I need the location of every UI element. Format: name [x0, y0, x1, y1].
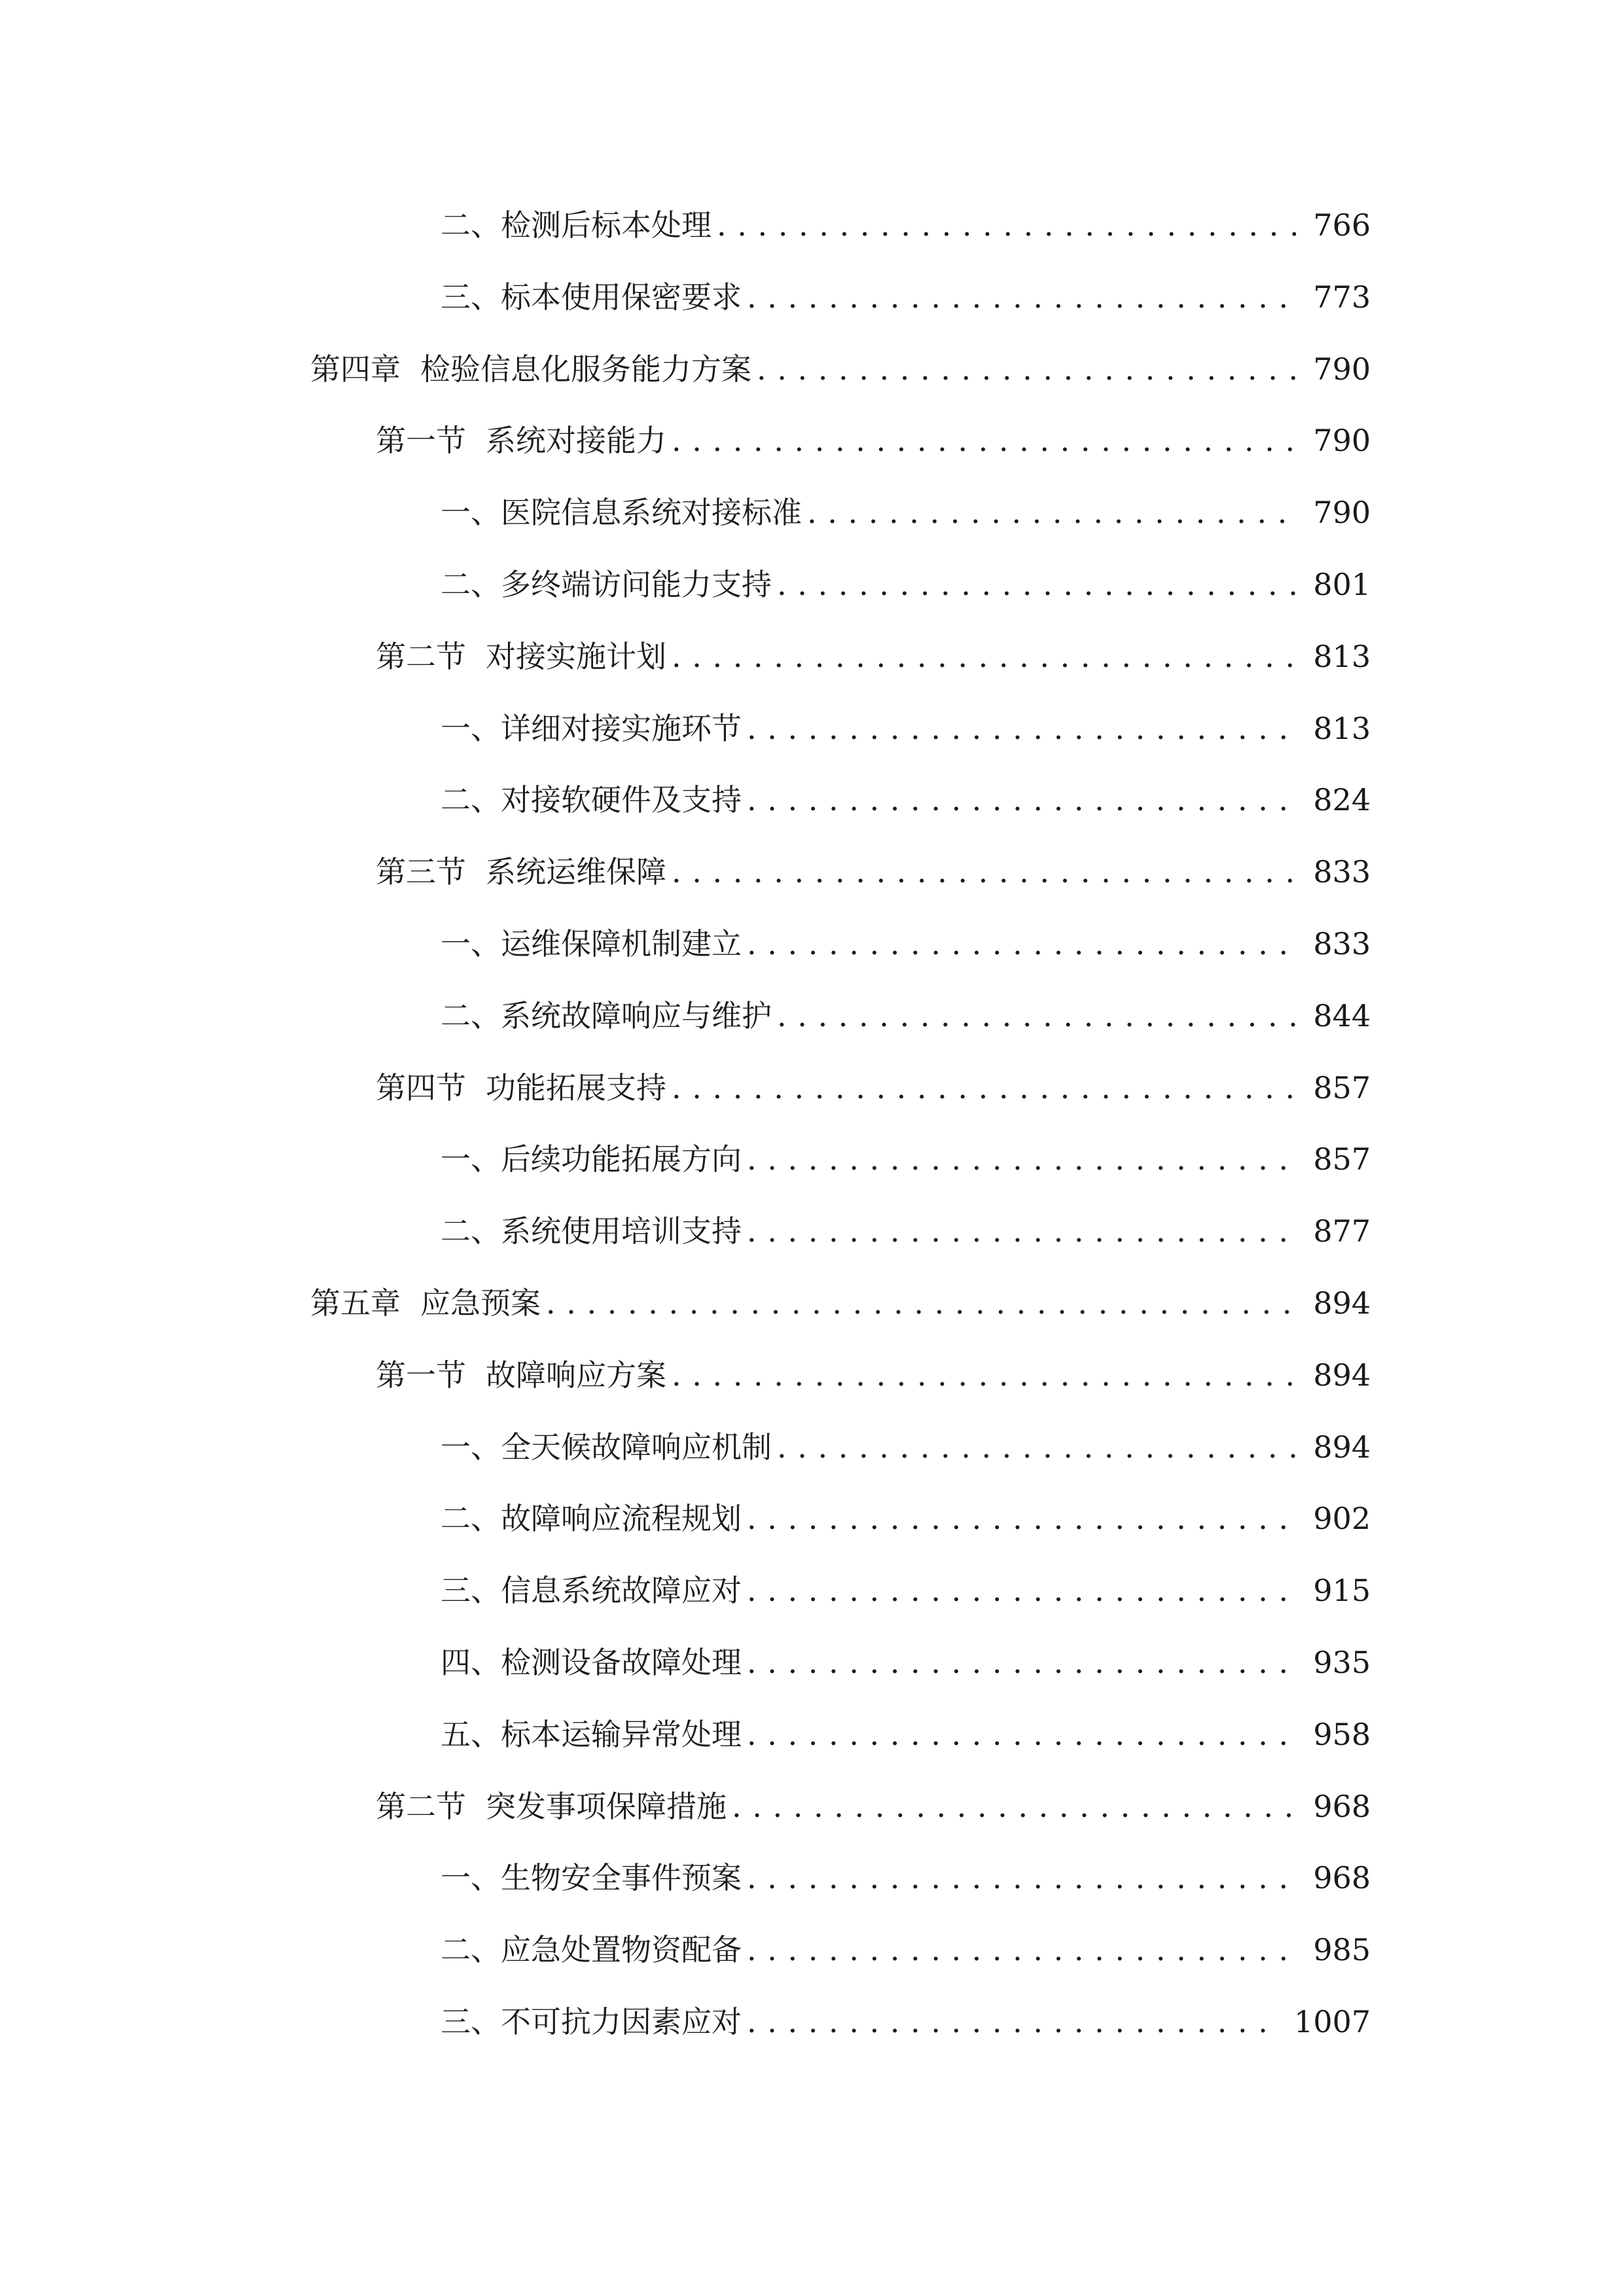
toc-entry-title: 生物安全事件预案 [501, 1860, 742, 1896]
dot-leader [747, 1555, 1296, 1627]
toc-entry-page-number: 877 [1313, 1213, 1371, 1249]
dot-leader [747, 908, 1296, 980]
toc-entry-title: 系统故障响应与维护 [501, 997, 772, 1033]
toc-entry-page-number: 773 [1313, 279, 1371, 315]
toc-entry-line [310, 334, 1371, 406]
toc-entry[interactable] [0, 1483, 1624, 1555]
toc-entry-page-number: 857 [1313, 1069, 1371, 1105]
toc-entry-number: 二、 [441, 207, 501, 243]
toc-entry[interactable] [0, 549, 1624, 621]
toc-entry-number: 第三节 [376, 854, 466, 890]
dot-leader [757, 334, 1296, 406]
toc-entry-number: 三、 [441, 279, 501, 315]
toc-entry-title: 系统运维保障 [486, 854, 666, 890]
dot-leader [747, 1627, 1296, 1699]
toc-entry-number: 一、 [441, 495, 501, 531]
toc-entry-line [441, 908, 1371, 980]
toc-entry-number: 第一节 [376, 1357, 466, 1393]
toc-entry-line [310, 1268, 1371, 1340]
toc-entry-number: 二、 [441, 566, 501, 602]
toc-entry-line [376, 836, 1371, 908]
toc-entry-title: 医院信息系统对接标准 [501, 495, 802, 531]
dot-leader [747, 1842, 1296, 1914]
toc-entry-page-number: 813 [1313, 638, 1371, 674]
toc-entry-number: 第四节 [376, 1069, 466, 1105]
toc-entry-page-number: 766 [1313, 207, 1371, 243]
toc-entry-title: 功能拓展支持 [486, 1069, 666, 1105]
toc-entry-page-number: 894 [1313, 1429, 1371, 1465]
toc-entry-page-number: 790 [1313, 495, 1371, 531]
toc-entry-page-number: 833 [1313, 854, 1371, 890]
toc-entry-page-number: 958 [1313, 1716, 1371, 1752]
toc-entry[interactable] [0, 1124, 1624, 1196]
toc-entry-number: 一、 [441, 1429, 501, 1465]
toc-entry[interactable] [0, 334, 1624, 406]
dot-leader [747, 1124, 1296, 1196]
toc-entry-page-number: 1007 [1293, 2003, 1371, 2039]
toc-entry[interactable] [0, 1268, 1624, 1340]
toc-entry-page-number: 894 [1313, 1285, 1371, 1321]
toc-entry-line [376, 621, 1371, 693]
toc-entry-title: 标本运输异常处理 [501, 1716, 742, 1752]
toc-entry-number: 一、 [441, 1860, 501, 1896]
toc-entry-number: 第二节 [376, 1788, 466, 1824]
toc-entry-page-number: 844 [1313, 997, 1371, 1033]
toc-entry-number: 二、 [441, 1213, 501, 1249]
toc-entry-line [441, 693, 1371, 765]
dot-leader [747, 1914, 1296, 1986]
toc-entry-title: 应急预案 [420, 1285, 541, 1321]
toc-entry-page-number: 968 [1313, 1788, 1371, 1824]
toc-entry[interactable] [0, 1914, 1624, 1986]
dot-leader [672, 621, 1296, 693]
toc-entry-number: 三、 [441, 2003, 501, 2039]
toc-entry-number: 二、 [441, 997, 501, 1033]
dot-leader [777, 549, 1296, 621]
table-of-contents [0, 190, 1624, 2058]
toc-entry[interactable] [0, 1196, 1624, 1268]
toc-entry-number: 一、 [441, 710, 501, 746]
toc-entry[interactable] [0, 836, 1624, 908]
toc-entry-title: 故障响应流程规划 [501, 1501, 742, 1537]
toc-entry[interactable] [0, 1555, 1624, 1627]
toc-entry-title: 全天候故障响应机制 [501, 1429, 772, 1465]
toc-entry-title: 标本使用保密要求 [501, 279, 742, 315]
toc-entry[interactable] [0, 405, 1624, 477]
toc-entry-line [376, 1771, 1371, 1843]
toc-entry[interactable] [0, 980, 1624, 1052]
toc-entry[interactable] [0, 1052, 1624, 1124]
toc-entry-title: 详细对接实施环节 [501, 710, 742, 746]
toc-entry-page-number: 915 [1313, 1573, 1371, 1609]
toc-entry-page-number: 935 [1313, 1644, 1371, 1680]
dot-leader [747, 1699, 1296, 1771]
toc-entry-title: 系统使用培训支持 [501, 1213, 742, 1249]
toc-entry-line [376, 1340, 1371, 1412]
toc-entry-title: 后续功能拓展方向 [501, 1141, 742, 1177]
dot-leader [717, 190, 1296, 262]
toc-entry-page-number: 824 [1313, 782, 1371, 818]
toc-entry-number: 二、 [441, 782, 501, 818]
toc-entry-number: 第五章 [310, 1285, 401, 1321]
toc-entry-title: 多终端访问能力支持 [501, 566, 772, 602]
toc-entry-line [441, 1196, 1371, 1268]
toc-entry-number: 一、 [441, 925, 501, 961]
toc-entry-line [441, 549, 1371, 621]
toc-entry-title: 检测后标本处理 [501, 207, 712, 243]
toc-entry[interactable] [0, 1699, 1624, 1771]
toc-entry-page-number: 801 [1313, 566, 1371, 602]
dot-leader [747, 262, 1296, 334]
dot-leader [807, 477, 1296, 549]
toc-entry-page-number: 833 [1313, 925, 1371, 961]
toc-entry-number: 三、 [441, 1573, 501, 1609]
toc-entry[interactable] [0, 1842, 1624, 1914]
dot-leader [672, 1052, 1296, 1124]
toc-entry-title: 不可抗力因素应对 [501, 2003, 742, 2039]
toc-entry-line [441, 1914, 1371, 1986]
toc-entry[interactable] [0, 1771, 1624, 1843]
toc-entry-line [441, 477, 1371, 549]
toc-entry[interactable] [0, 190, 1624, 262]
toc-entry-title: 对接实施计划 [486, 638, 666, 674]
dot-leader [747, 1483, 1296, 1555]
toc-entry-page-number: 894 [1313, 1357, 1371, 1393]
toc-entry-line [441, 1627, 1371, 1699]
toc-entry-number: 第一节 [376, 423, 466, 459]
toc-entry-line [441, 190, 1371, 262]
toc-entry-line [441, 262, 1371, 334]
dot-leader [747, 1986, 1277, 2058]
dot-leader [747, 693, 1296, 765]
toc-entry-line [441, 1986, 1371, 2058]
toc-entry-title: 检验信息化服务能力方案 [420, 351, 751, 387]
toc-entry-line [441, 1483, 1371, 1555]
toc-entry-title: 故障响应方案 [486, 1357, 666, 1393]
toc-entry[interactable] [0, 693, 1624, 765]
dot-leader [777, 1412, 1296, 1484]
toc-entry[interactable] [0, 262, 1624, 334]
dot-leader [732, 1771, 1296, 1843]
toc-entry-page-number: 813 [1313, 710, 1371, 746]
toc-entry[interactable] [0, 1627, 1624, 1699]
dot-leader [546, 1268, 1296, 1340]
toc-entry-line [441, 764, 1371, 836]
dot-leader [672, 405, 1296, 477]
toc-entry-line [441, 1842, 1371, 1914]
dot-leader [672, 1340, 1296, 1412]
toc-entry[interactable] [0, 908, 1624, 980]
toc-entry-line [376, 405, 1371, 477]
dot-leader [777, 980, 1296, 1052]
toc-entry[interactable] [0, 621, 1624, 693]
toc-entry-number: 二、 [441, 1932, 501, 1968]
dot-leader [672, 836, 1296, 908]
toc-entry-page-number: 790 [1313, 351, 1371, 387]
toc-entry-page-number: 902 [1313, 1501, 1371, 1537]
toc-entry-number: 二、 [441, 1501, 501, 1537]
toc-entry-line [376, 1052, 1371, 1124]
toc-entry-title: 检测设备故障处理 [501, 1644, 742, 1680]
toc-entry[interactable] [0, 477, 1624, 549]
toc-entry-title: 运维保障机制建立 [501, 925, 742, 961]
toc-entry-page-number: 985 [1313, 1932, 1371, 1968]
toc-entry-title: 系统对接能力 [486, 423, 666, 459]
toc-entry-number: 第二节 [376, 638, 466, 674]
toc-entry-page-number: 790 [1313, 423, 1371, 459]
toc-entry-title: 对接软硬件及支持 [501, 782, 742, 818]
toc-entry-number: 四、 [441, 1644, 501, 1680]
toc-entry-page-number: 968 [1313, 1860, 1371, 1896]
toc-entry[interactable] [0, 1412, 1624, 1484]
toc-entry-page-number: 857 [1313, 1141, 1371, 1177]
toc-entry-line [441, 1124, 1371, 1196]
toc-entry[interactable] [0, 1986, 1624, 2058]
dot-leader [747, 1196, 1296, 1268]
toc-entry-title: 突发事项保障措施 [486, 1788, 727, 1824]
dot-leader [747, 764, 1296, 836]
toc-entry-title: 信息系统故障应对 [501, 1573, 742, 1609]
toc-entry[interactable] [0, 764, 1624, 836]
toc-entry-number: 五、 [441, 1716, 501, 1752]
toc-entry-line [441, 1699, 1371, 1771]
toc-entry-line [441, 1555, 1371, 1627]
toc-entry-number: 一、 [441, 1141, 501, 1177]
toc-entry[interactable] [0, 1340, 1624, 1412]
toc-entry-line [441, 980, 1371, 1052]
toc-entry-title: 应急处置物资配备 [501, 1932, 742, 1968]
toc-entry-number: 第四章 [310, 351, 401, 387]
toc-entry-line [441, 1412, 1371, 1484]
